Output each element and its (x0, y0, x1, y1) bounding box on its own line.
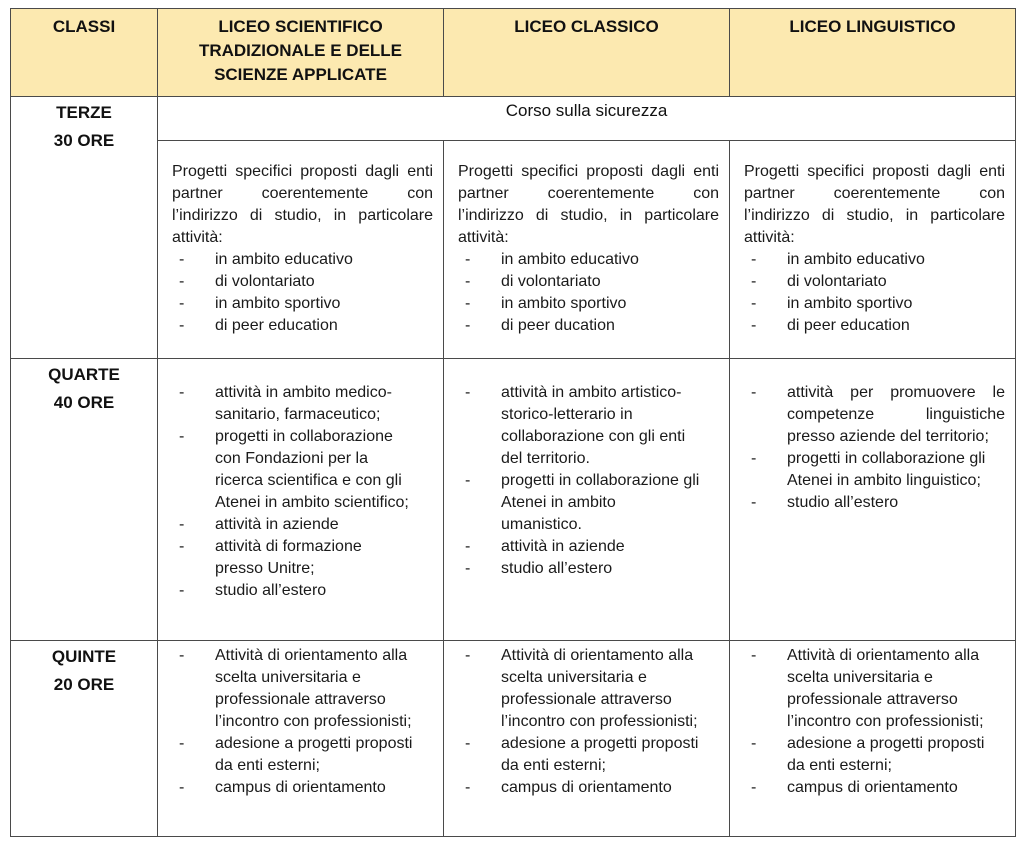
list-item: - adesione a progetti proposti da enti esterni; (172, 733, 433, 777)
quarte-scientifico-cell (158, 359, 444, 641)
terze-classico-list (458, 249, 719, 337)
terze-scientifico-cell (158, 141, 444, 359)
quarte-linguistico-cell (730, 359, 1016, 641)
list-item: - adesione a progetti proposti da enti esterni; (458, 733, 719, 777)
row-label-quarte-hours: 40 ORE (53, 393, 115, 412)
list-item: - in ambito sportivo (172, 293, 433, 315)
header-liceo-scientifico: LICEO SCIENTIFICO TRADIZIONALE E DELLE SCIENZE APPLICATE (158, 9, 444, 97)
list-item: - campus di orientamento (458, 777, 719, 799)
header-liceo-classico: LICEO CLASSICO (444, 9, 730, 97)
row-label-quinte-name: QUINTE (51, 647, 117, 666)
list-item: - campus di orientamento (744, 777, 1005, 799)
list-item: - di peer education (744, 315, 1005, 337)
quinte-row (11, 641, 1016, 837)
list-item: - in ambito sportivo (744, 293, 1005, 315)
list-item: - attività in ambito medico-sanitario, farmaceutico; (172, 382, 433, 426)
list-item: - attività di formazione presso Unitre; (172, 536, 433, 580)
list-item: - progetti in collaborazione con Fondazioni per la ricerca scientifica e con gli Atenei in ambito scientifico; (172, 426, 433, 514)
row-label-quinte-hours: 20 ORE (53, 675, 115, 694)
list-item: - Attività di orientamento alla scelta universitaria e professionale attraverso l’incontro con professionisti; (458, 645, 719, 733)
row-label-terze-hours: 30 ORE (53, 131, 115, 150)
row-label-terze (11, 97, 158, 359)
quarte-row (11, 359, 1016, 641)
list-item: - in ambito educativo (744, 249, 1005, 271)
list-item: - di peer education (172, 315, 433, 337)
list-item: - progetti in collaborazione gli Atenei in ambito umanistico. (458, 470, 719, 536)
quinte-scientifico-cell (158, 641, 444, 837)
terze-classico-intro: Progetti specifici proposti dagli enti partner coerentemente con l’indirizzo di studio, in particolare attività: (458, 163, 719, 246)
terze-linguistico-intro: Progetti specifici proposti dagli enti partner coerentemente con l’indirizzo di studio, in particolare attività: (744, 163, 1005, 246)
list-item: - attività in aziende (172, 514, 433, 536)
list-item: - studio all’estero (744, 492, 1005, 514)
list-item: - attività in aziende (458, 536, 719, 558)
header-liceo-linguistico: LICEO LINGUISTICO (730, 9, 1016, 97)
list-item: - attività in ambito artistico-storico-letterario in collaborazione con gli enti del territorio. (458, 382, 719, 470)
quinte-classico-list (458, 645, 719, 799)
terze-scientifico-list (172, 249, 433, 337)
list-item: - in ambito sportivo (458, 293, 719, 315)
course-sicurezza: Corso sulla sicurezza (158, 97, 1016, 141)
terze-linguistico-list (744, 249, 1005, 337)
quarte-classico-list (458, 382, 719, 580)
quarte-linguistico-list (744, 382, 1005, 514)
terze-scientifico-intro: Progetti specifici proposti dagli enti partner coerentemente con l’indirizzo di studio, in particolare attività: (172, 163, 433, 246)
row-label-quarte (11, 359, 158, 641)
quinte-linguistico-list (744, 645, 1005, 799)
list-item: - in ambito educativo (458, 249, 719, 271)
quinte-scientifico-list (172, 645, 433, 799)
terze-projects-row (11, 141, 1016, 359)
quinte-linguistico-cell (730, 641, 1016, 837)
list-item: - Attività di orientamento alla scelta universitaria e professionale attraverso l’incontro con professionisti; (172, 645, 433, 733)
list-item: - adesione a progetti proposti da enti esterni; (744, 733, 1005, 777)
list-item: - studio all’estero (172, 580, 433, 602)
row-label-quarte-name: QUARTE (48, 365, 120, 384)
row-label-quinte (11, 641, 158, 837)
terze-linguistico-cell (730, 141, 1016, 359)
quinte-classico-cell (444, 641, 730, 837)
header-classi: CLASSI (11, 9, 158, 97)
list-item: - progetti in collaborazione gli Atenei in ambito linguistico; (744, 448, 1005, 492)
list-item: - attività per promuovere le competenze linguistiche presso aziende del territorio; (744, 382, 1005, 448)
terze-course-row (11, 97, 1016, 141)
row-label-terze-name: TERZE (56, 103, 112, 122)
list-item: - di peer ducation (458, 315, 719, 337)
list-item: - campus di orientamento (172, 777, 433, 799)
quarte-scientifico-list (172, 382, 433, 602)
list-item: - di volontariato (172, 271, 433, 293)
terze-classico-cell (444, 141, 730, 359)
quarte-classico-cell (444, 359, 730, 641)
list-item: - Attività di orientamento alla scelta universitaria e professionale attraverso l’incontro con professionisti; (744, 645, 1005, 733)
list-item: - studio all’estero (458, 558, 719, 580)
header-row (11, 9, 1016, 97)
pcto-table (10, 8, 1016, 837)
list-item: - di volontariato (458, 271, 719, 293)
list-item: - in ambito educativo (172, 249, 433, 271)
list-item: - di volontariato (744, 271, 1005, 293)
